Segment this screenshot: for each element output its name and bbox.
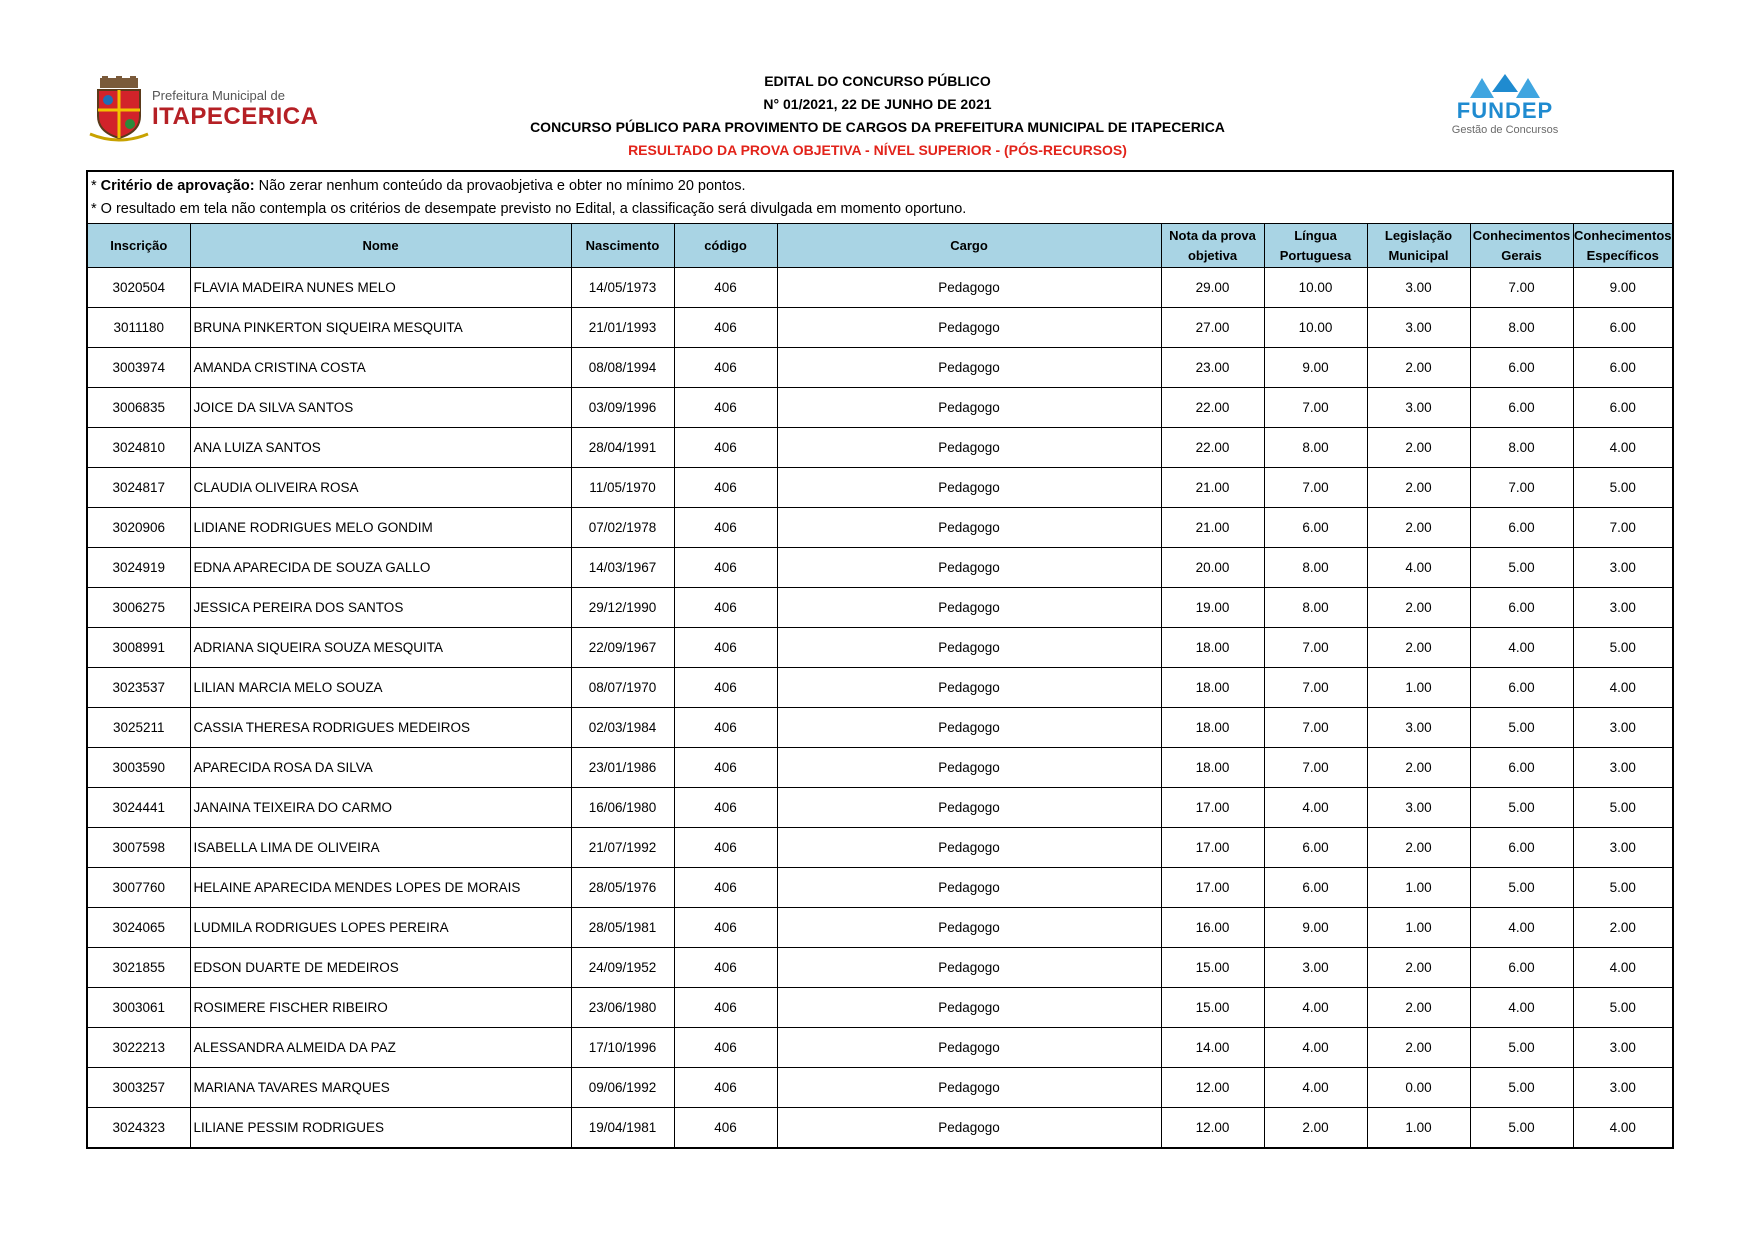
cell-codigo: 406 [674, 548, 777, 588]
cell-cargo: Pedagogo [777, 428, 1161, 468]
cell-conhecimentos-gerais: 6.00 [1470, 348, 1573, 388]
cell-nascimento: 29/12/1990 [571, 588, 674, 628]
cell-nome: FLAVIA MADEIRA NUNES MELO [190, 268, 571, 308]
cell-inscricao: 3023537 [88, 668, 190, 708]
cell-lingua-portuguesa: 7.00 [1264, 388, 1367, 428]
cell-lingua-portuguesa: 8.00 [1264, 588, 1367, 628]
cell-conhecimentos-especificos: 3.00 [1573, 828, 1672, 868]
header-title: EDITAL DO CONCURSO PÚBLICO [764, 73, 991, 89]
table-row [88, 308, 1672, 348]
cell-codigo: 406 [674, 628, 777, 668]
cell-nome: LIDIANE RODRIGUES MELO GONDIM [190, 508, 571, 548]
cell-cargo: Pedagogo [777, 628, 1161, 668]
table-row [88, 588, 1672, 628]
cell-nome: APARECIDA ROSA DA SILVA [190, 748, 571, 788]
cell-codigo: 406 [674, 948, 777, 988]
cell-lingua-portuguesa: 4.00 [1264, 1028, 1367, 1068]
table-row [88, 708, 1672, 748]
prefeitura-logo [88, 76, 319, 146]
note-tiebreak: * O resultado em tela não contempla os critérios de desempate previsto no Edital, a classificação será divulgada em momento oportuno. [91, 201, 967, 217]
cell-conhecimentos-especificos: 5.00 [1573, 468, 1672, 508]
table-row [88, 908, 1672, 948]
cell-legislacao-municipal: 3.00 [1367, 388, 1470, 428]
cell-codigo: 406 [674, 908, 777, 948]
cell-codigo: 406 [674, 428, 777, 468]
cell-conhecimentos-especificos: 9.00 [1573, 268, 1672, 308]
cell-conhecimentos-gerais: 6.00 [1470, 948, 1573, 988]
cell-conhecimentos-especificos: 2.00 [1573, 908, 1672, 948]
cell-lingua-portuguesa: 10.00 [1264, 308, 1367, 348]
cell-legislacao-municipal: 2.00 [1367, 748, 1470, 788]
cell-codigo: 406 [674, 508, 777, 548]
table-row [88, 788, 1672, 828]
cell-legislacao-municipal: 0.00 [1367, 1068, 1470, 1108]
cell-nascimento: 03/09/1996 [571, 388, 674, 428]
cell-cargo: Pedagogo [777, 908, 1161, 948]
cell-nome: BRUNA PINKERTON SIQUEIRA MESQUITA [190, 308, 571, 348]
cell-nascimento: 07/02/1978 [571, 508, 674, 548]
cell-cargo: Pedagogo [777, 948, 1161, 988]
table-row [88, 428, 1672, 468]
cell-conhecimentos-gerais: 6.00 [1470, 828, 1573, 868]
header-result-title: RESULTADO DA PROVA OBJETIVA - NÍVEL SUPERIOR - (PÓS-RECURSOS) [628, 142, 1127, 158]
cell-conhecimentos-gerais: 6.00 [1470, 588, 1573, 628]
cell-legislacao-municipal: 2.00 [1367, 988, 1470, 1028]
cell-conhecimentos-especificos: 3.00 [1573, 588, 1672, 628]
cell-legislacao-municipal: 2.00 [1367, 588, 1470, 628]
cell-nascimento: 14/05/1973 [571, 268, 674, 308]
cell-lingua-portuguesa: 8.00 [1264, 548, 1367, 588]
cell-codigo: 406 [674, 1108, 777, 1148]
cell-lingua-portuguesa: 7.00 [1264, 668, 1367, 708]
note-approval-text: Não zerar nenhum conteúdo da provaobjetiva e obter no mínimo 20 pontos. [254, 178, 746, 194]
cell-nascimento: 08/07/1970 [571, 668, 674, 708]
cell-nome: AMANDA CRISTINA COSTA [190, 348, 571, 388]
fundep-subtitle: Gestão de Concursos [1451, 124, 1559, 136]
header-edital-number: N° 01/2021, 22 DE JUNHO DE 2021 [763, 96, 992, 112]
cell-codigo: 406 [674, 668, 777, 708]
cell-nascimento: 19/04/1981 [571, 1108, 674, 1148]
cell-conhecimentos-gerais: 5.00 [1470, 788, 1573, 828]
column-header-legislacao-municipal: Legislação Municipal [1367, 224, 1470, 268]
cell-cargo: Pedagogo [777, 388, 1161, 428]
cell-nome: HELAINE APARECIDA MENDES LOPES DE MORAIS [190, 868, 571, 908]
fundep-arrows-icon [1460, 72, 1550, 100]
cell-nascimento: 23/01/1986 [571, 748, 674, 788]
cell-inscricao: 3025211 [88, 708, 190, 748]
results-box [86, 170, 1674, 1149]
cell-nome: ALESSANDRA ALMEIDA DA PAZ [190, 1028, 571, 1068]
cell-legislacao-municipal: 2.00 [1367, 348, 1470, 388]
cell-nota-prova-objetiva: 14.00 [1161, 1028, 1264, 1068]
cell-nascimento: 14/03/1967 [571, 548, 674, 588]
table-header-row [88, 224, 1672, 268]
cell-cargo: Pedagogo [777, 548, 1161, 588]
cell-codigo: 406 [674, 468, 777, 508]
cell-inscricao: 3024817 [88, 468, 190, 508]
cell-legislacao-municipal: 2.00 [1367, 468, 1470, 508]
cell-codigo: 406 [674, 1028, 777, 1068]
cell-nota-prova-objetiva: 29.00 [1161, 268, 1264, 308]
cell-conhecimentos-especificos: 6.00 [1573, 388, 1672, 428]
cell-cargo: Pedagogo [777, 348, 1161, 388]
cell-conhecimentos-especificos: 4.00 [1573, 948, 1672, 988]
cell-codigo: 406 [674, 588, 777, 628]
cell-legislacao-municipal: 3.00 [1367, 268, 1470, 308]
cell-cargo: Pedagogo [777, 868, 1161, 908]
cell-nascimento: 08/08/1994 [571, 348, 674, 388]
cell-nascimento: 16/06/1980 [571, 788, 674, 828]
header-contest-description: CONCURSO PÚBLICO PARA PROVIMENTO DE CARGOS DA PREFEITURA MUNICIPAL DE ITAPECERICA [530, 119, 1225, 135]
cell-inscricao: 3003257 [88, 1068, 190, 1108]
column-header-nota-prova-objetiva: Nota da prova objetiva [1161, 224, 1264, 268]
cell-cargo: Pedagogo [777, 468, 1161, 508]
cell-legislacao-municipal: 2.00 [1367, 828, 1470, 868]
note-bullet: * [91, 178, 101, 194]
table-row [88, 388, 1672, 428]
cell-nascimento: 09/06/1992 [571, 1068, 674, 1108]
cell-conhecimentos-gerais: 4.00 [1470, 988, 1573, 1028]
cell-legislacao-municipal: 1.00 [1367, 1108, 1470, 1148]
cell-conhecimentos-especificos: 5.00 [1573, 988, 1672, 1028]
table-row [88, 1068, 1672, 1108]
city-name: ITAPECERICA [152, 103, 319, 130]
cell-conhecimentos-especificos: 4.00 [1573, 428, 1672, 468]
table-row [88, 468, 1672, 508]
cell-lingua-portuguesa: 8.00 [1264, 428, 1367, 468]
table-row [88, 868, 1672, 908]
cell-nota-prova-objetiva: 22.00 [1161, 388, 1264, 428]
cell-codigo: 406 [674, 788, 777, 828]
cell-lingua-portuguesa: 7.00 [1264, 628, 1367, 668]
cell-nascimento: 28/05/1981 [571, 908, 674, 948]
cell-nota-prova-objetiva: 21.00 [1161, 468, 1264, 508]
fundep-logo [1440, 72, 1570, 152]
cell-conhecimentos-gerais: 6.00 [1470, 668, 1573, 708]
cell-conhecimentos-especificos: 5.00 [1573, 788, 1672, 828]
cell-inscricao: 3003061 [88, 988, 190, 1028]
fundep-brand: FUNDEP [1456, 98, 1554, 123]
cell-conhecimentos-gerais: 5.00 [1470, 548, 1573, 588]
cell-conhecimentos-especificos: 7.00 [1573, 508, 1672, 548]
cell-cargo: Pedagogo [777, 1108, 1161, 1148]
cell-conhecimentos-especificos: 5.00 [1573, 868, 1672, 908]
table-row [88, 628, 1672, 668]
cell-inscricao: 3024919 [88, 548, 190, 588]
cell-nota-prova-objetiva: 15.00 [1161, 948, 1264, 988]
cell-nota-prova-objetiva: 16.00 [1161, 908, 1264, 948]
cell-conhecimentos-gerais: 4.00 [1470, 628, 1573, 668]
cell-conhecimentos-especificos: 5.00 [1573, 628, 1672, 668]
cell-codigo: 406 [674, 348, 777, 388]
cell-lingua-portuguesa: 7.00 [1264, 708, 1367, 748]
cell-cargo: Pedagogo [777, 668, 1161, 708]
cell-lingua-portuguesa: 9.00 [1264, 908, 1367, 948]
cell-lingua-portuguesa: 6.00 [1264, 868, 1367, 908]
cell-nascimento: 28/05/1976 [571, 868, 674, 908]
cell-legislacao-municipal: 2.00 [1367, 948, 1470, 988]
cell-conhecimentos-gerais: 5.00 [1470, 1108, 1573, 1148]
prefeitura-label: Prefeitura Municipal de [152, 88, 285, 103]
cell-conhecimentos-especificos: 3.00 [1573, 1068, 1672, 1108]
table-row [88, 748, 1672, 788]
cell-lingua-portuguesa: 7.00 [1264, 468, 1367, 508]
column-header-inscricao: Inscrição [88, 224, 190, 268]
cell-cargo: Pedagogo [777, 828, 1161, 868]
table-row [88, 828, 1672, 868]
cell-conhecimentos-gerais: 5.00 [1470, 708, 1573, 748]
cell-codigo: 406 [674, 268, 777, 308]
cell-conhecimentos-especificos: 3.00 [1573, 708, 1672, 748]
table-body [88, 268, 1672, 1148]
cell-nota-prova-objetiva: 18.00 [1161, 708, 1264, 748]
table-row [88, 548, 1672, 588]
notes [88, 172, 1672, 223]
cell-cargo: Pedagogo [777, 788, 1161, 828]
cell-conhecimentos-gerais: 5.00 [1470, 868, 1573, 908]
cell-nota-prova-objetiva: 17.00 [1161, 868, 1264, 908]
cell-inscricao: 3024065 [88, 908, 190, 948]
cell-inscricao: 3020906 [88, 508, 190, 548]
cell-inscricao: 3003974 [88, 348, 190, 388]
cell-nome: MARIANA TAVARES MARQUES [190, 1068, 571, 1108]
cell-codigo: 406 [674, 708, 777, 748]
column-header-cargo: Cargo [777, 224, 1161, 268]
cell-nota-prova-objetiva: 18.00 [1161, 668, 1264, 708]
cell-nota-prova-objetiva: 21.00 [1161, 508, 1264, 548]
cell-lingua-portuguesa: 4.00 [1264, 1068, 1367, 1108]
table-row [88, 988, 1672, 1028]
cell-codigo: 406 [674, 748, 777, 788]
table-row [88, 1108, 1672, 1148]
note-approval-criteria [91, 175, 1669, 198]
cell-inscricao: 3007760 [88, 868, 190, 908]
cell-cargo: Pedagogo [777, 748, 1161, 788]
cell-nota-prova-objetiva: 27.00 [1161, 308, 1264, 348]
cell-lingua-portuguesa: 7.00 [1264, 748, 1367, 788]
cell-legislacao-municipal: 2.00 [1367, 1028, 1470, 1068]
cell-conhecimentos-especificos: 6.00 [1573, 348, 1672, 388]
cell-lingua-portuguesa: 4.00 [1264, 788, 1367, 828]
cell-nome: JESSICA PEREIRA DOS SANTOS [190, 588, 571, 628]
column-header-nome: Nome [190, 224, 571, 268]
cell-lingua-portuguesa: 10.00 [1264, 268, 1367, 308]
cell-nota-prova-objetiva: 18.00 [1161, 748, 1264, 788]
cell-nascimento: 21/01/1993 [571, 308, 674, 348]
column-header-conhecimentos-especificos: Conhecimentos Específicos [1573, 224, 1672, 268]
cell-cargo: Pedagogo [777, 588, 1161, 628]
cell-inscricao: 3024810 [88, 428, 190, 468]
cell-legislacao-municipal: 2.00 [1367, 508, 1470, 548]
cell-nome: CLAUDIA OLIVEIRA ROSA [190, 468, 571, 508]
table-row [88, 508, 1672, 548]
cell-nota-prova-objetiva: 15.00 [1161, 988, 1264, 1028]
cell-conhecimentos-especificos: 6.00 [1573, 308, 1672, 348]
cell-legislacao-municipal: 1.00 [1367, 868, 1470, 908]
cell-codigo: 406 [674, 1068, 777, 1108]
cell-codigo: 406 [674, 308, 777, 348]
cell-conhecimentos-especificos: 4.00 [1573, 668, 1672, 708]
cell-codigo: 406 [674, 988, 777, 1028]
cell-conhecimentos-gerais: 6.00 [1470, 508, 1573, 548]
cell-conhecimentos-gerais: 6.00 [1470, 388, 1573, 428]
cell-conhecimentos-especificos: 4.00 [1573, 1108, 1672, 1148]
cell-codigo: 406 [674, 828, 777, 868]
cell-inscricao: 3006835 [88, 388, 190, 428]
cell-codigo: 406 [674, 388, 777, 428]
column-header-lingua-portuguesa: Língua Portuguesa [1264, 224, 1367, 268]
cell-nascimento: 23/06/1980 [571, 988, 674, 1028]
table-row [88, 948, 1672, 988]
cell-lingua-portuguesa: 4.00 [1264, 988, 1367, 1028]
cell-legislacao-municipal: 3.00 [1367, 308, 1470, 348]
cell-nota-prova-objetiva: 18.00 [1161, 628, 1264, 668]
cell-nascimento: 28/04/1991 [571, 428, 674, 468]
cell-legislacao-municipal: 3.00 [1367, 788, 1470, 828]
cell-cargo: Pedagogo [777, 508, 1161, 548]
cell-nome: JANAINA TEIXEIRA DO CARMO [190, 788, 571, 828]
cell-inscricao: 3006275 [88, 588, 190, 628]
cell-legislacao-municipal: 4.00 [1367, 548, 1470, 588]
cell-inscricao: 3007598 [88, 828, 190, 868]
cell-nome: ANA LUIZA SANTOS [190, 428, 571, 468]
cell-legislacao-municipal: 3.00 [1367, 708, 1470, 748]
cell-nota-prova-objetiva: 17.00 [1161, 788, 1264, 828]
cell-conhecimentos-especificos: 3.00 [1573, 1028, 1672, 1068]
cell-conhecimentos-gerais: 4.00 [1470, 908, 1573, 948]
cell-nome: CASSIA THERESA RODRIGUES MEDEIROS [190, 708, 571, 748]
note-approval-label: Critério de aprovação: [100, 178, 255, 194]
cell-inscricao: 3011180 [88, 308, 190, 348]
table-row [88, 668, 1672, 708]
cell-lingua-portuguesa: 6.00 [1264, 508, 1367, 548]
column-header-codigo: código [674, 224, 777, 268]
cell-cargo: Pedagogo [777, 308, 1161, 348]
cell-conhecimentos-gerais: 7.00 [1470, 468, 1573, 508]
column-header-nascimento: Nascimento [571, 224, 674, 268]
table-row [88, 348, 1672, 388]
cell-inscricao: 3020504 [88, 268, 190, 308]
cell-lingua-portuguesa: 9.00 [1264, 348, 1367, 388]
cell-codigo: 406 [674, 868, 777, 908]
cell-nome: LILIANE PESSIM RODRIGUES [190, 1108, 571, 1148]
cell-legislacao-municipal: 1.00 [1367, 668, 1470, 708]
document-header [300, 70, 1455, 162]
cell-lingua-portuguesa: 6.00 [1264, 828, 1367, 868]
cell-conhecimentos-gerais: 8.00 [1470, 428, 1573, 468]
cell-nascimento: 02/03/1984 [571, 708, 674, 748]
cell-inscricao: 3008991 [88, 628, 190, 668]
table-row [88, 268, 1672, 308]
cell-nota-prova-objetiva: 23.00 [1161, 348, 1264, 388]
cell-lingua-portuguesa: 3.00 [1264, 948, 1367, 988]
cell-nascimento: 17/10/1996 [571, 1028, 674, 1068]
cell-inscricao: 3024441 [88, 788, 190, 828]
cell-lingua-portuguesa: 2.00 [1264, 1108, 1367, 1148]
cell-nome: JOICE DA SILVA SANTOS [190, 388, 571, 428]
cell-conhecimentos-gerais: 6.00 [1470, 748, 1573, 788]
cell-nascimento: 21/07/1992 [571, 828, 674, 868]
cell-legislacao-municipal: 2.00 [1367, 428, 1470, 468]
cell-conhecimentos-especificos: 3.00 [1573, 748, 1672, 788]
cell-nascimento: 24/09/1952 [571, 948, 674, 988]
cell-legislacao-municipal: 1.00 [1367, 908, 1470, 948]
cell-nome: EDNA APARECIDA DE SOUZA GALLO [190, 548, 571, 588]
cell-nome: ADRIANA SIQUEIRA SOUZA MESQUITA [190, 628, 571, 668]
cell-inscricao: 3024323 [88, 1108, 190, 1148]
cell-nota-prova-objetiva: 19.00 [1161, 588, 1264, 628]
cell-nota-prova-objetiva: 22.00 [1161, 428, 1264, 468]
cell-conhecimentos-gerais: 8.00 [1470, 308, 1573, 348]
cell-cargo: Pedagogo [777, 988, 1161, 1028]
cell-nome: LILIAN MARCIA MELO SOUZA [190, 668, 571, 708]
cell-nota-prova-objetiva: 17.00 [1161, 828, 1264, 868]
cell-cargo: Pedagogo [777, 1068, 1161, 1108]
table-row [88, 1028, 1672, 1068]
cell-nome: EDSON DUARTE DE MEDEIROS [190, 948, 571, 988]
cell-nome: ROSIMERE FISCHER RIBEIRO [190, 988, 571, 1028]
cell-inscricao: 3021855 [88, 948, 190, 988]
cell-cargo: Pedagogo [777, 268, 1161, 308]
municipal-crest-icon [88, 76, 150, 142]
cell-conhecimentos-especificos: 3.00 [1573, 548, 1672, 588]
cell-nascimento: 22/09/1967 [571, 628, 674, 668]
cell-nome: ISABELLA LIMA DE OLIVEIRA [190, 828, 571, 868]
cell-nota-prova-objetiva: 20.00 [1161, 548, 1264, 588]
cell-cargo: Pedagogo [777, 1028, 1161, 1068]
cell-inscricao: 3003590 [88, 748, 190, 788]
cell-nascimento: 11/05/1970 [571, 468, 674, 508]
cell-nota-prova-objetiva: 12.00 [1161, 1108, 1264, 1148]
column-header-conhecimentos-gerais: Conhecimentos Gerais [1470, 224, 1573, 268]
cell-conhecimentos-gerais: 5.00 [1470, 1028, 1573, 1068]
cell-nome: LUDMILA RODRIGUES LOPES PEREIRA [190, 908, 571, 948]
cell-conhecimentos-gerais: 7.00 [1470, 268, 1573, 308]
cell-conhecimentos-gerais: 5.00 [1470, 1068, 1573, 1108]
results-table [88, 223, 1672, 1147]
cell-cargo: Pedagogo [777, 708, 1161, 748]
cell-legislacao-municipal: 2.00 [1367, 628, 1470, 668]
cell-inscricao: 3022213 [88, 1028, 190, 1068]
cell-nota-prova-objetiva: 12.00 [1161, 1068, 1264, 1108]
